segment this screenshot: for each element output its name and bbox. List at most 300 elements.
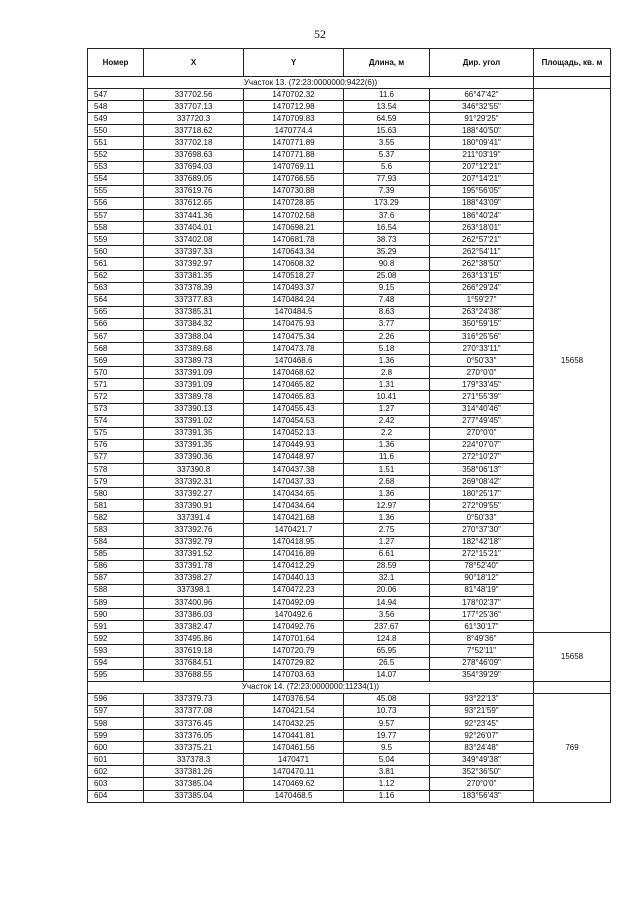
direction-angle: 188°40'50" bbox=[430, 125, 534, 137]
direction-angle: 66°47'42" bbox=[430, 89, 534, 101]
segment-length: 12.97 bbox=[344, 500, 430, 512]
segment-length: 173.29 bbox=[344, 197, 430, 209]
point-number: 576 bbox=[88, 439, 144, 451]
coord-x: 337612.65 bbox=[144, 197, 244, 209]
coord-x: 337398.27 bbox=[144, 572, 244, 584]
point-number: 574 bbox=[88, 415, 144, 427]
segment-length: 15.63 bbox=[344, 125, 430, 137]
table-row bbox=[88, 476, 611, 488]
direction-angle: 354°39'29" bbox=[430, 669, 534, 681]
segment-length: 237.67 bbox=[344, 621, 430, 633]
table-row bbox=[88, 89, 611, 101]
segment-length: 2.75 bbox=[344, 524, 430, 536]
coord-y: 1470473.78 bbox=[244, 343, 344, 355]
direction-angle: 270°37'30" bbox=[430, 524, 534, 536]
direction-angle: 180°25'17" bbox=[430, 488, 534, 500]
coord-x: 337391.35 bbox=[144, 427, 244, 439]
direction-angle: 358°06'13" bbox=[430, 464, 534, 476]
table-row bbox=[88, 101, 611, 113]
point-number: 598 bbox=[88, 717, 144, 729]
coord-x: 337391.35 bbox=[144, 439, 244, 451]
table-row bbox=[88, 548, 611, 560]
point-number: 552 bbox=[88, 149, 144, 161]
direction-angle: 83°24'48" bbox=[430, 742, 534, 754]
coord-y: 1470484.5 bbox=[244, 306, 344, 318]
table-row bbox=[88, 464, 611, 476]
coord-y: 1470434.64 bbox=[244, 500, 344, 512]
direction-angle: 270°0'0" bbox=[430, 367, 534, 379]
point-number: 579 bbox=[88, 476, 144, 488]
point-number: 585 bbox=[88, 548, 144, 560]
point-number: 561 bbox=[88, 258, 144, 270]
point-number: 570 bbox=[88, 367, 144, 379]
point-number: 604 bbox=[88, 790, 144, 802]
point-number: 589 bbox=[88, 597, 144, 609]
table-row bbox=[88, 572, 611, 584]
coord-x: 337389.68 bbox=[144, 343, 244, 355]
point-number: 586 bbox=[88, 560, 144, 572]
coord-x: 337390.13 bbox=[144, 403, 244, 415]
table-row bbox=[88, 657, 611, 669]
direction-angle: 207°14'21" bbox=[430, 173, 534, 185]
direction-angle: 272°09'55" bbox=[430, 500, 534, 512]
point-number: 591 bbox=[88, 621, 144, 633]
point-number: 596 bbox=[88, 693, 144, 705]
coord-y: 1470771.88 bbox=[244, 149, 344, 161]
section-title: Участок 14. (72:23:0000000:11234(1)) bbox=[88, 681, 534, 693]
table-header-row bbox=[88, 49, 611, 77]
coord-x: 337391.09 bbox=[144, 379, 244, 391]
coord-y: 1470492.76 bbox=[244, 621, 344, 633]
point-number: 594 bbox=[88, 657, 144, 669]
segment-length: 2.68 bbox=[344, 476, 430, 488]
coord-x: 337377.83 bbox=[144, 294, 244, 306]
coord-x: 337702.18 bbox=[144, 137, 244, 149]
point-number: 575 bbox=[88, 427, 144, 439]
coord-x: 337400.96 bbox=[144, 597, 244, 609]
direction-angle: 269°08'42" bbox=[430, 476, 534, 488]
table-row bbox=[88, 705, 611, 717]
direction-angle: 90°18'12" bbox=[430, 572, 534, 584]
coord-x: 337694.03 bbox=[144, 161, 244, 173]
table-body bbox=[88, 77, 611, 803]
table-row bbox=[88, 137, 611, 149]
table-row bbox=[88, 500, 611, 512]
coord-x: 337391.4 bbox=[144, 512, 244, 524]
coord-x: 337684.51 bbox=[144, 657, 244, 669]
table-row bbox=[88, 415, 611, 427]
coord-x: 337390.8 bbox=[144, 464, 244, 476]
point-number: 577 bbox=[88, 451, 144, 463]
coord-x: 337619.76 bbox=[144, 185, 244, 197]
coord-x: 337495.86 bbox=[144, 633, 244, 645]
segment-length: 28.59 bbox=[344, 560, 430, 572]
segment-length: 9.15 bbox=[344, 282, 430, 294]
header-angle: Дир. угол bbox=[430, 49, 534, 77]
direction-angle: 211°03'19" bbox=[430, 149, 534, 161]
table-row bbox=[88, 524, 611, 536]
area-value: 15658 bbox=[534, 89, 611, 633]
coord-x: 337391.78 bbox=[144, 560, 244, 572]
direction-angle: 178°02'37" bbox=[430, 597, 534, 609]
segment-length: 6.61 bbox=[344, 548, 430, 560]
table-row bbox=[88, 717, 611, 729]
point-number: 593 bbox=[88, 645, 144, 657]
point-number: 564 bbox=[88, 294, 144, 306]
coord-y: 1470468.6 bbox=[244, 355, 344, 367]
segment-length: 64.59 bbox=[344, 113, 430, 125]
direction-angle: 314°40'46" bbox=[430, 403, 534, 415]
segment-length: 37.6 bbox=[344, 210, 430, 222]
direction-angle: 352°36'50" bbox=[430, 766, 534, 778]
table-row bbox=[88, 282, 611, 294]
direction-angle: 7°52'11" bbox=[430, 645, 534, 657]
direction-angle: 349°49'38" bbox=[430, 754, 534, 766]
coord-x: 337376.45 bbox=[144, 717, 244, 729]
header-area: Площадь, кв. м bbox=[534, 49, 611, 77]
point-number: 560 bbox=[88, 246, 144, 258]
point-number: 556 bbox=[88, 197, 144, 209]
segment-length: 1.36 bbox=[344, 488, 430, 500]
segment-length: 124.8 bbox=[344, 633, 430, 645]
table-row bbox=[88, 451, 611, 463]
table-row bbox=[88, 693, 611, 705]
point-number: 602 bbox=[88, 766, 144, 778]
point-number: 547 bbox=[88, 89, 144, 101]
point-number: 583 bbox=[88, 524, 144, 536]
coord-x: 337398.1 bbox=[144, 584, 244, 596]
header-y: Y bbox=[244, 49, 344, 77]
segment-length: 2.26 bbox=[344, 330, 430, 342]
coord-y: 1470766.55 bbox=[244, 173, 344, 185]
coord-y: 1470728.85 bbox=[244, 197, 344, 209]
coord-y: 1470440.13 bbox=[244, 572, 344, 584]
coord-y: 1470472.23 bbox=[244, 584, 344, 596]
table-row bbox=[88, 645, 611, 657]
point-number: 571 bbox=[88, 379, 144, 391]
coord-x: 337381.26 bbox=[144, 766, 244, 778]
coord-y: 1470702.58 bbox=[244, 210, 344, 222]
coord-x: 337381.35 bbox=[144, 270, 244, 282]
direction-angle: 350°59'15" bbox=[430, 318, 534, 330]
coord-x: 337688.55 bbox=[144, 669, 244, 681]
segment-length: 35.29 bbox=[344, 246, 430, 258]
section-area-blank bbox=[534, 77, 611, 89]
coord-x: 337390.91 bbox=[144, 500, 244, 512]
coord-y: 1470471 bbox=[244, 754, 344, 766]
coord-x: 337397.33 bbox=[144, 246, 244, 258]
coord-y: 1470730.88 bbox=[244, 185, 344, 197]
segment-length: 3.77 bbox=[344, 318, 430, 330]
table-row bbox=[88, 633, 611, 645]
area-value: 769 bbox=[534, 693, 611, 802]
segment-length: 5.37 bbox=[344, 149, 430, 161]
direction-angle: 262°54'11" bbox=[430, 246, 534, 258]
table-row bbox=[88, 161, 611, 173]
coord-x: 337392.79 bbox=[144, 536, 244, 548]
point-number: 568 bbox=[88, 343, 144, 355]
segment-length: 2.2 bbox=[344, 427, 430, 439]
table-row bbox=[88, 536, 611, 548]
coord-y: 1470465.83 bbox=[244, 391, 344, 403]
segment-length: 3.81 bbox=[344, 766, 430, 778]
coord-x: 337720.3 bbox=[144, 113, 244, 125]
direction-angle: 262°38'50" bbox=[430, 258, 534, 270]
coord-y: 1470461.56 bbox=[244, 742, 344, 754]
coord-x: 337619.18 bbox=[144, 645, 244, 657]
point-number: 573 bbox=[88, 403, 144, 415]
coord-y: 1470434.65 bbox=[244, 488, 344, 500]
table-row bbox=[88, 318, 611, 330]
segment-length: 5.6 bbox=[344, 161, 430, 173]
coord-x: 337389.78 bbox=[144, 391, 244, 403]
area-value: 15658 bbox=[534, 633, 611, 681]
direction-angle: 316°25'56" bbox=[430, 330, 534, 342]
direction-angle: 270°33'11" bbox=[430, 343, 534, 355]
coord-y: 1470475.93 bbox=[244, 318, 344, 330]
direction-angle: 186°40'24" bbox=[430, 210, 534, 222]
coord-x: 337388.04 bbox=[144, 330, 244, 342]
direction-angle: 0°50'33" bbox=[430, 355, 534, 367]
coord-y: 1470701.64 bbox=[244, 633, 344, 645]
point-number: 565 bbox=[88, 306, 144, 318]
coord-y: 1470484.24 bbox=[244, 294, 344, 306]
segment-length: 1.27 bbox=[344, 403, 430, 415]
direction-angle: 179°33'45" bbox=[430, 379, 534, 391]
direction-angle: 177°25'36" bbox=[430, 609, 534, 621]
direction-angle: 278°46'09" bbox=[430, 657, 534, 669]
point-number: 554 bbox=[88, 173, 144, 185]
table-row bbox=[88, 597, 611, 609]
coord-x: 337392.97 bbox=[144, 258, 244, 270]
segment-length: 77.93 bbox=[344, 173, 430, 185]
point-number: 599 bbox=[88, 730, 144, 742]
direction-angle: 346°32'55" bbox=[430, 101, 534, 113]
coord-y: 1470769.11 bbox=[244, 161, 344, 173]
coord-x: 337391.52 bbox=[144, 548, 244, 560]
coord-x: 337377.08 bbox=[144, 705, 244, 717]
table-row bbox=[88, 778, 611, 790]
point-number: 553 bbox=[88, 161, 144, 173]
direction-angle: 93°21'59" bbox=[430, 705, 534, 717]
coord-y: 1470492.6 bbox=[244, 609, 344, 621]
table-row bbox=[88, 790, 611, 802]
coord-y: 1470412.29 bbox=[244, 560, 344, 572]
segment-length: 2.8 bbox=[344, 367, 430, 379]
point-number: 597 bbox=[88, 705, 144, 717]
table-row bbox=[88, 609, 611, 621]
coord-x: 337390.36 bbox=[144, 451, 244, 463]
coord-y: 1470469.62 bbox=[244, 778, 344, 790]
table-row bbox=[88, 730, 611, 742]
section-title-row bbox=[88, 77, 611, 89]
coord-y: 1470421.7 bbox=[244, 524, 344, 536]
segment-length: 1.36 bbox=[344, 512, 430, 524]
table-row bbox=[88, 512, 611, 524]
segment-length: 5.04 bbox=[344, 754, 430, 766]
direction-angle: 224°07'07" bbox=[430, 439, 534, 451]
coord-y: 1470729.82 bbox=[244, 657, 344, 669]
segment-length: 10.73 bbox=[344, 705, 430, 717]
coord-y: 1470475.34 bbox=[244, 330, 344, 342]
point-number: 555 bbox=[88, 185, 144, 197]
table-row bbox=[88, 222, 611, 234]
direction-angle: 1°59'27" bbox=[430, 294, 534, 306]
table-row bbox=[88, 197, 611, 209]
coord-y: 1470452.13 bbox=[244, 427, 344, 439]
coord-y: 1470720.79 bbox=[244, 645, 344, 657]
coord-y: 1470703.63 bbox=[244, 669, 344, 681]
coord-y: 1470437.38 bbox=[244, 464, 344, 476]
point-number: 581 bbox=[88, 500, 144, 512]
direction-angle: 270°0'0" bbox=[430, 778, 534, 790]
coord-y: 1470449.93 bbox=[244, 439, 344, 451]
table-row bbox=[88, 234, 611, 246]
coord-x: 337698.63 bbox=[144, 149, 244, 161]
segment-length: 14.07 bbox=[344, 669, 430, 681]
table-row bbox=[88, 754, 611, 766]
segment-length: 20.06 bbox=[344, 584, 430, 596]
coord-y: 1470465.82 bbox=[244, 379, 344, 391]
segment-length: 3.55 bbox=[344, 137, 430, 149]
coord-x: 337441.36 bbox=[144, 210, 244, 222]
direction-angle: 180°09'41" bbox=[430, 137, 534, 149]
table-row bbox=[88, 766, 611, 778]
direction-angle: 92°26'07" bbox=[430, 730, 534, 742]
point-number: 567 bbox=[88, 330, 144, 342]
coord-y: 1470774.4 bbox=[244, 125, 344, 137]
segment-length: 19.77 bbox=[344, 730, 430, 742]
table-row bbox=[88, 403, 611, 415]
direction-angle: 262°57'21" bbox=[430, 234, 534, 246]
direction-angle: 8°49'36" bbox=[430, 633, 534, 645]
segment-length: 32.1 bbox=[344, 572, 430, 584]
direction-angle: 263°18'01" bbox=[430, 222, 534, 234]
section-title-row bbox=[88, 681, 611, 693]
coord-y: 1470702.32 bbox=[244, 89, 344, 101]
segment-length: 45.08 bbox=[344, 693, 430, 705]
direction-angle: 266°29'24" bbox=[430, 282, 534, 294]
coord-y: 1470608.32 bbox=[244, 258, 344, 270]
coord-y: 1470454.53 bbox=[244, 415, 344, 427]
coord-x: 337385.04 bbox=[144, 778, 244, 790]
table-row bbox=[88, 294, 611, 306]
coord-y: 1470416.89 bbox=[244, 548, 344, 560]
direction-angle: 195°56'05" bbox=[430, 185, 534, 197]
coord-x: 337376.05 bbox=[144, 730, 244, 742]
point-number: 601 bbox=[88, 754, 144, 766]
direction-angle: 183°56'43" bbox=[430, 790, 534, 802]
segment-length: 10.41 bbox=[344, 391, 430, 403]
coord-y: 1470376.54 bbox=[244, 693, 344, 705]
table-row bbox=[88, 210, 611, 222]
point-number: 600 bbox=[88, 742, 144, 754]
point-number: 550 bbox=[88, 125, 144, 137]
table-row bbox=[88, 379, 611, 391]
point-number: 558 bbox=[88, 222, 144, 234]
point-number: 580 bbox=[88, 488, 144, 500]
coord-y: 1470643.34 bbox=[244, 246, 344, 258]
segment-length: 2.42 bbox=[344, 415, 430, 427]
coord-x: 337385.04 bbox=[144, 790, 244, 802]
coord-x: 337689.05 bbox=[144, 173, 244, 185]
coord-x: 337375.21 bbox=[144, 742, 244, 754]
direction-angle: 91°29'25" bbox=[430, 113, 534, 125]
segment-length: 26.5 bbox=[344, 657, 430, 669]
coord-y: 1470712.98 bbox=[244, 101, 344, 113]
table-row bbox=[88, 270, 611, 282]
point-number: 584 bbox=[88, 536, 144, 548]
coord-x: 337702.56 bbox=[144, 89, 244, 101]
segment-length: 1.36 bbox=[344, 355, 430, 367]
point-number: 549 bbox=[88, 113, 144, 125]
page-number: 52 bbox=[314, 27, 326, 41]
segment-length: 11.6 bbox=[344, 89, 430, 101]
coord-x: 337718.62 bbox=[144, 125, 244, 137]
table-row bbox=[88, 258, 611, 270]
coord-x: 337391.02 bbox=[144, 415, 244, 427]
coord-y: 1470421.68 bbox=[244, 512, 344, 524]
header-length: Длина, м bbox=[344, 49, 430, 77]
coord-y: 1470441.81 bbox=[244, 730, 344, 742]
coord-x: 337384.32 bbox=[144, 318, 244, 330]
point-number: 566 bbox=[88, 318, 144, 330]
table-row bbox=[88, 355, 611, 367]
direction-angle: 270°0'0" bbox=[430, 427, 534, 439]
point-number: 582 bbox=[88, 512, 144, 524]
direction-angle: 272°15'21" bbox=[430, 548, 534, 560]
point-number: 557 bbox=[88, 210, 144, 222]
table-row bbox=[88, 669, 611, 681]
coord-y: 1470418.95 bbox=[244, 536, 344, 548]
point-number: 578 bbox=[88, 464, 144, 476]
segment-length: 1.36 bbox=[344, 439, 430, 451]
table-row bbox=[88, 742, 611, 754]
coord-y: 1470493.37 bbox=[244, 282, 344, 294]
direction-angle: 263°24'38" bbox=[430, 306, 534, 318]
table-row bbox=[88, 149, 611, 161]
coord-y: 1470468.62 bbox=[244, 367, 344, 379]
direction-angle: 272°10'27" bbox=[430, 451, 534, 463]
segment-length: 65.95 bbox=[344, 645, 430, 657]
coord-x: 337386.03 bbox=[144, 609, 244, 621]
table-row bbox=[88, 427, 611, 439]
segment-length: 7.39 bbox=[344, 185, 430, 197]
segment-length: 1.51 bbox=[344, 464, 430, 476]
point-number: 592 bbox=[88, 633, 144, 645]
point-number: 587 bbox=[88, 572, 144, 584]
point-number: 559 bbox=[88, 234, 144, 246]
section-title: Участок 13. (72:23:0000000:9422(6)) bbox=[88, 77, 534, 89]
section-area-blank bbox=[534, 681, 611, 693]
direction-angle: 92°23'45" bbox=[430, 717, 534, 729]
segment-length: 1.12 bbox=[344, 778, 430, 790]
point-number: 563 bbox=[88, 282, 144, 294]
header-num: Номер bbox=[88, 49, 144, 77]
table-row bbox=[88, 125, 611, 137]
segment-length: 5.18 bbox=[344, 343, 430, 355]
segment-length: 7.48 bbox=[344, 294, 430, 306]
table-row bbox=[88, 173, 611, 185]
coord-x: 337392.31 bbox=[144, 476, 244, 488]
segment-length: 25.08 bbox=[344, 270, 430, 282]
table-row bbox=[88, 306, 611, 318]
direction-angle: 271°55'39" bbox=[430, 391, 534, 403]
coord-y: 1470455.43 bbox=[244, 403, 344, 415]
point-number: 590 bbox=[88, 609, 144, 621]
coord-x: 337392.27 bbox=[144, 488, 244, 500]
table-row bbox=[88, 584, 611, 596]
